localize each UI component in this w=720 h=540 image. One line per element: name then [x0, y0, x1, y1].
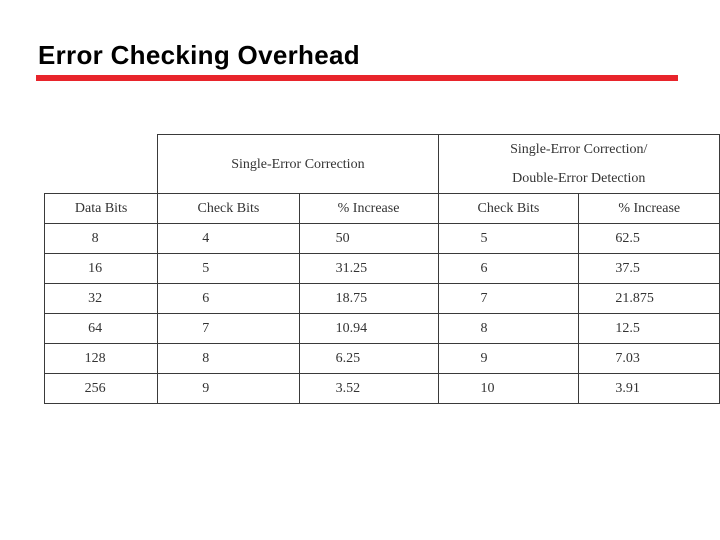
table-cell: 4	[158, 224, 299, 254]
column-header: % Increase	[579, 194, 720, 224]
group-header-sec-label: Single-Error Correction	[231, 156, 365, 172]
table-row	[45, 254, 720, 284]
table-cell: 50	[299, 224, 438, 254]
group-header-secded	[438, 135, 719, 194]
table-cell: 7	[438, 284, 579, 314]
table-row	[45, 284, 720, 314]
table-cell: 10.94	[299, 314, 438, 344]
table-cell: 7	[158, 314, 299, 344]
group-header-secded-line2: Double-Error Detection	[512, 171, 646, 186]
blank-corner-cell	[45, 135, 158, 194]
group-header-secded-line1: Single-Error Correction/	[510, 142, 648, 157]
slide-title: Error Checking Overhead	[38, 40, 360, 70]
table-cell: 16	[45, 254, 158, 284]
table-cell: 8	[438, 314, 579, 344]
column-header: Check Bits	[158, 194, 299, 224]
table-cell: 21.875	[579, 284, 720, 314]
table-row	[45, 224, 720, 254]
table-cell: 64	[45, 314, 158, 344]
table-cell: 8	[45, 224, 158, 254]
table-cell: 5	[438, 224, 579, 254]
table-cell: 7.03	[579, 344, 720, 374]
column-header: % Increase	[299, 194, 438, 224]
table-cell: 128	[45, 344, 158, 374]
column-header-row	[45, 194, 720, 224]
table-cell: 18.75	[299, 284, 438, 314]
table-cell: 37.5	[579, 254, 720, 284]
table-cell: 62.5	[579, 224, 720, 254]
table-cell: 31.25	[299, 254, 438, 284]
table-cell: 3.52	[299, 374, 438, 404]
column-header: Data Bits	[45, 194, 158, 224]
overhead-table	[44, 134, 720, 404]
table-body	[45, 224, 720, 404]
table-cell: 9	[158, 374, 299, 404]
table-row	[45, 374, 720, 404]
table-cell: 9	[438, 344, 579, 374]
table-cell: 10	[438, 374, 579, 404]
table-cell: 12.5	[579, 314, 720, 344]
group-header-row	[45, 135, 720, 194]
table-cell: 32	[45, 284, 158, 314]
table-cell: 6	[158, 284, 299, 314]
table-row	[45, 344, 720, 374]
table-cell: 3.91	[579, 374, 720, 404]
table-cell: 5	[158, 254, 299, 284]
group-header-sec	[158, 135, 438, 194]
table-cell: 8	[158, 344, 299, 374]
table-cell: 256	[45, 374, 158, 404]
column-header: Check Bits	[438, 194, 579, 224]
table-row	[45, 314, 720, 344]
table-cell: 6	[438, 254, 579, 284]
table-cell: 6.25	[299, 344, 438, 374]
title-underline	[36, 75, 678, 81]
